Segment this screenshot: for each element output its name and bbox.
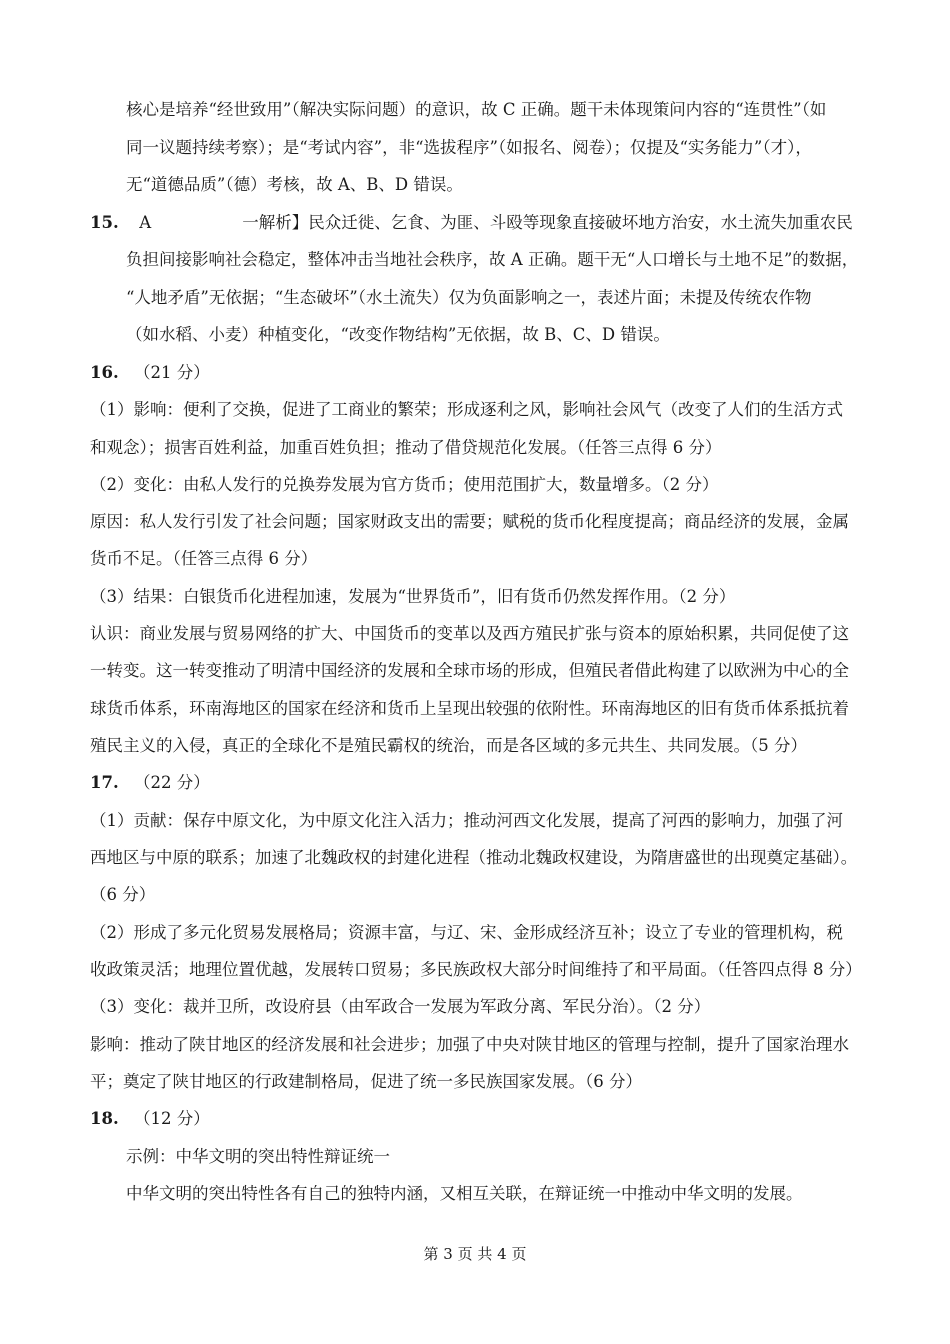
q15-analysis-line-1: 一解析】民众迁徙、乞食、为匪、斗殴等现象直接破坏地方治安，水土流失加重农民 bbox=[242, 213, 853, 232]
q15-answer: A bbox=[139, 213, 152, 232]
q15-analysis-line-4: （如水稻、小麦）种植变化，“改变作物结构”无依据，故 B、C、D 错误。 bbox=[126, 325, 670, 344]
q16-part3-line-2: 认识：商业发展与贸易网络的扩大、中国货币的变革以及西方殖民扩张与资本的原始积累，共同促使了这 bbox=[90, 624, 849, 643]
q15-analysis-line-2: 负担间接影响社会稳定，整体冲击当地社会秩序，故 A 正确。题干无“人口增长与土地不足”的数据， bbox=[126, 250, 859, 269]
q16-part2-line-2: 原因：私人发行引发了社会问题；国家财政支出的需要；赋税的货币化程度提高；商品经济的发展，金属 bbox=[90, 512, 849, 531]
q17-part3-line-3: 平；奠定了陕甘地区的行政建制格局，促进了统一多民族国家发展。（6 分） bbox=[90, 1072, 642, 1091]
q14-continuation-line-1: 核心是培养“经世致用”（解决实际问题）的意识，故 C 正确。题干未体现策问内容的“连贯性”（如 bbox=[126, 100, 827, 119]
q18-header bbox=[90, 1107, 210, 1131]
q18-score: （12 分） bbox=[133, 1109, 210, 1128]
q16-part3-line-5: 殖民主义的入侵，真正的全球化不是殖民霸权的统治，而是各区域的多元共生、共同发展。（5 分） bbox=[90, 736, 807, 755]
q15-first-line bbox=[90, 211, 853, 235]
q18-example-body: 中华文明的突出特性各有自己的独特内涵，又相互关联，在辩证统一中推动中华文明的发展。 bbox=[126, 1184, 803, 1203]
q16-part3-line-1: （3）结果：白银货币化进程加速，发展为“世界货币”，旧有货币仍然发挥作用。（2 分） bbox=[90, 587, 736, 606]
q14-continuation-line-3: 无“道德品质”（德）考核，故 A、B、D 错误。 bbox=[126, 175, 463, 194]
q16-part3-line-3: 一转变。这一转变推动了明清中国经济的发展和全球市场的形成，但殖民者借此构建了以欧洲为中心的全 bbox=[90, 661, 849, 680]
q16-number: 16. bbox=[90, 363, 119, 382]
q15-number: 15. bbox=[90, 213, 119, 232]
q17-part1-line-3: （6 分） bbox=[90, 885, 156, 904]
q16-part2-line-3: 货币不足。（任答三点得 6 分） bbox=[90, 549, 318, 568]
q16-part2-line-1: （2）变化：由私人发行的兑换券发展为官方货币；使用范围扩大，数量增多。（2 分） bbox=[90, 475, 719, 494]
q16-score: （21 分） bbox=[133, 363, 210, 382]
q18-number: 18. bbox=[90, 1109, 119, 1128]
q17-part1-line-2: 西地区与中原的联系；加速了北魏政权的封建化进程（推动北魏政权建设，为隋唐盛世的出现奠定基础）。 bbox=[90, 848, 858, 867]
q17-part2-line-2: 收政策灵活；地理位置优越，发展转口贸易；多民族政权大部分时间维持了和平局面。（任答四点得 8 分） bbox=[90, 960, 862, 979]
q17-score: （22 分） bbox=[133, 773, 210, 792]
q16-part1-line-2: 和观念）；损害百姓利益，加重百姓负担；推动了借贷规范化发展。（任答三点得 6 分） bbox=[90, 438, 722, 457]
q17-part3-line-2: 影响：推动了陕甘地区的经济发展和社会进步；加强了中央对陕甘地区的管理与控制，提升了国家治理水 bbox=[90, 1035, 849, 1054]
q16-part1-line-1: （1）影响：便利了交换，促进了工商业的繁荣；形成逐利之风，影响社会风气（改变了人们的生活方式 bbox=[90, 400, 843, 419]
q17-part1-line-1: （1）贡献：保存中原文化，为中原文化注入活力；推动河西文化发展，提高了河西的影响力，加强了河 bbox=[90, 811, 843, 830]
q18-example-title: 示例：中华文明的突出特性辩证统一 bbox=[126, 1147, 390, 1166]
q17-part3-line-1: （3）变化：裁并卫所，改设府县（由军政合一发展为军政分离、军民分治）。（2 分） bbox=[90, 997, 711, 1016]
q16-header bbox=[90, 361, 210, 385]
q16-part3-line-4: 球货币体系，环南海地区的国家在经济和货币上呈现出较强的依附性。环南海地区的旧有货币体系抵抗着 bbox=[90, 699, 849, 718]
q17-header bbox=[90, 771, 210, 795]
page-number-footer: 第 3 页 共 4 页 bbox=[423, 1245, 527, 1263]
q15-analysis-line-3: “人地矛盾”无依据；“生态破坏”（水土流失）仅为负面影响之一，表述片面；未提及传统农作物 bbox=[126, 288, 812, 307]
q17-number: 17. bbox=[90, 773, 119, 792]
q14-continuation-line-2: 同一议题持续考察）；是“考试内容”，非“选拔程序”（如报名、阅卷）；仅提及“实务能力”（才）， bbox=[126, 138, 812, 157]
q17-part2-line-1: （2）形成了多元化贸易发展格局；资源丰富，与辽、宋、金形成经济互补；设立了专业的管理机构，税 bbox=[90, 923, 843, 942]
